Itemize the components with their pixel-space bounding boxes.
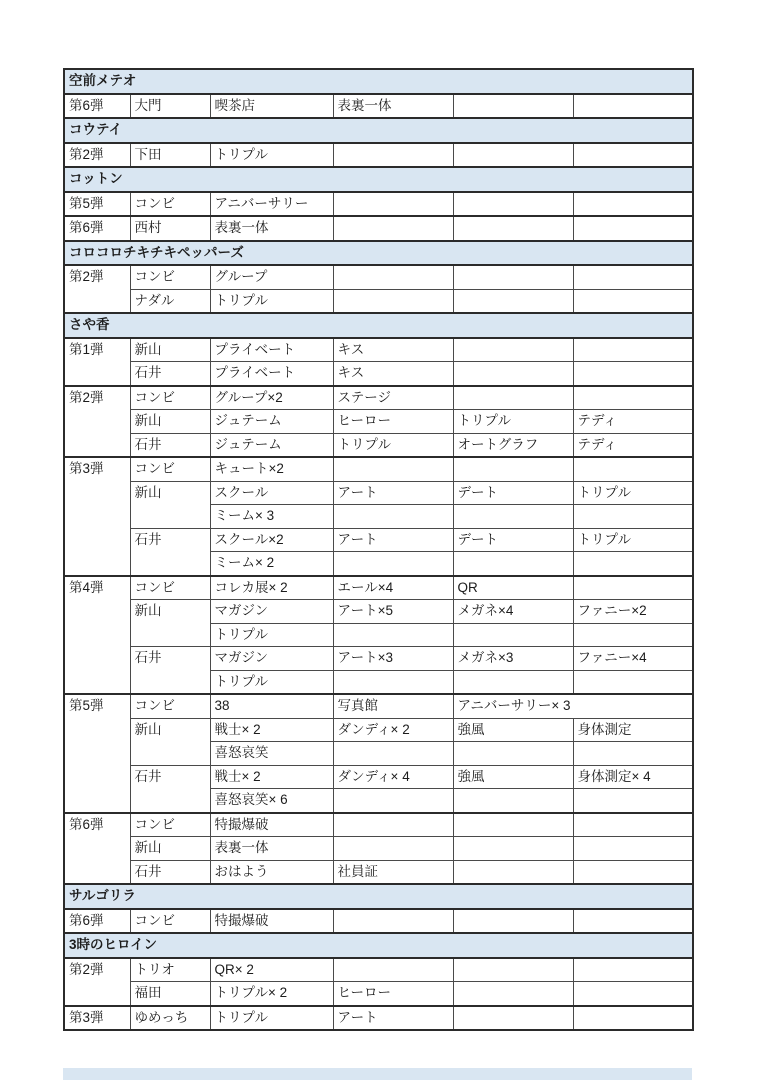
table-row — [64, 765, 693, 789]
card-cell: スクール×2 — [210, 528, 333, 552]
card-cell: 喜怒哀笑× 6 — [210, 789, 333, 813]
empty-cell — [333, 742, 453, 766]
empty-cell — [333, 457, 453, 481]
section-header-cell: コットン — [64, 167, 693, 192]
empty-cell — [453, 143, 573, 168]
card-cell: QR× 2 — [210, 958, 333, 982]
table-row — [64, 481, 693, 505]
next-page-section-header-partial — [63, 1068, 692, 1080]
card-cell: アニバーサリー — [210, 192, 333, 217]
empty-cell — [333, 552, 453, 576]
table-row — [64, 289, 693, 313]
card-cell: ダンディ× 2 — [333, 718, 453, 742]
empty-cell — [333, 505, 453, 529]
performer-cell: 新山 — [130, 837, 210, 861]
empty-cell — [453, 623, 573, 647]
empty-cell — [453, 289, 573, 313]
empty-cell — [453, 909, 573, 934]
card-cell: 身体測定 — [573, 718, 693, 742]
edition-cell: 第6弾 — [64, 813, 130, 885]
card-cell: トリプル — [210, 143, 333, 168]
empty-cell — [573, 143, 693, 168]
empty-cell — [453, 1006, 573, 1031]
performer-cell: コンビ — [130, 576, 210, 600]
card-cell: マガジン — [210, 600, 333, 624]
table-row — [64, 647, 693, 671]
table-row — [64, 837, 693, 861]
empty-cell — [573, 362, 693, 386]
empty-cell — [573, 552, 693, 576]
empty-cell — [333, 837, 453, 861]
card-cell: トリプル — [210, 623, 333, 647]
card-cell: 強風 — [453, 765, 573, 789]
performer-cell: コンビ — [130, 813, 210, 837]
card-collection-table — [63, 68, 694, 1031]
performer-cell: 福田 — [130, 982, 210, 1006]
edition-cell: 第3弾 — [64, 457, 130, 576]
table-row — [64, 338, 693, 362]
card-cell: ヒーロー — [333, 410, 453, 434]
performer-cell: 新山 — [130, 600, 210, 647]
performer-cell: 新山 — [130, 718, 210, 765]
performer-cell: コンビ — [130, 694, 210, 718]
performer-cell: 石井 — [130, 860, 210, 884]
card-cell: トリプル — [453, 410, 573, 434]
empty-cell — [453, 742, 573, 766]
performer-cell: 新山 — [130, 410, 210, 434]
section-header-cell: コロコロチキチキペッパーズ — [64, 241, 693, 266]
card-cell: トリプル — [333, 433, 453, 457]
edition-cell: 第3弾 — [64, 1006, 130, 1031]
empty-cell — [573, 386, 693, 410]
card-cell: エール×4 — [333, 576, 453, 600]
card-cell: グループ×2 — [210, 386, 333, 410]
table-row — [64, 410, 693, 434]
edition-cell: 第6弾 — [64, 216, 130, 241]
performer-cell: 下田 — [130, 143, 210, 168]
performer-cell: トリオ — [130, 958, 210, 982]
card-cell: ヒーロー — [333, 982, 453, 1006]
edition-cell: 第5弾 — [64, 192, 130, 217]
card-cell: コレカ展× 2 — [210, 576, 333, 600]
empty-cell — [573, 576, 693, 600]
table-row — [64, 265, 693, 289]
empty-cell — [333, 670, 453, 694]
card-cell: ジュテーム — [210, 410, 333, 434]
card-cell: プライベート — [210, 338, 333, 362]
section-header-cell: サルゴリラ — [64, 884, 693, 909]
edition-cell: 第6弾 — [64, 909, 130, 934]
table-row — [64, 386, 693, 410]
empty-cell — [573, 1006, 693, 1031]
card-cell: アート×5 — [333, 600, 453, 624]
empty-cell — [573, 94, 693, 119]
card-cell: ダンディ× 4 — [333, 765, 453, 789]
empty-cell — [573, 742, 693, 766]
card-cell: トリプル — [573, 528, 693, 552]
card-cell: QR — [453, 576, 573, 600]
table-row — [64, 528, 693, 552]
empty-cell — [573, 982, 693, 1006]
empty-cell — [573, 909, 693, 934]
empty-cell — [333, 623, 453, 647]
empty-cell — [453, 362, 573, 386]
section-header-row — [64, 118, 693, 143]
card-cell: 社員証 — [333, 860, 453, 884]
table-row — [64, 860, 693, 884]
empty-cell — [573, 813, 693, 837]
empty-cell — [453, 552, 573, 576]
empty-cell — [453, 958, 573, 982]
table-row — [64, 576, 693, 600]
empty-cell — [333, 216, 453, 241]
performer-cell: コンビ — [130, 386, 210, 410]
card-cell: トリプル — [210, 289, 333, 313]
performer-cell: 新山 — [130, 338, 210, 362]
section-header-cell: 3時のヒロイン — [64, 933, 693, 958]
empty-cell — [573, 457, 693, 481]
performer-cell: 石井 — [130, 433, 210, 457]
card-cell: 身体測定× 4 — [573, 765, 693, 789]
card-cell: 特撮爆破 — [210, 909, 333, 934]
performer-cell: 石井 — [130, 765, 210, 813]
table-row — [64, 813, 693, 837]
table-row — [64, 457, 693, 481]
card-cell: 戦士× 2 — [210, 718, 333, 742]
empty-cell — [453, 837, 573, 861]
card-cell: マガジン — [210, 647, 333, 671]
performer-cell: 石井 — [130, 647, 210, 695]
empty-cell — [573, 289, 693, 313]
empty-cell — [453, 813, 573, 837]
performer-cell: 石井 — [130, 528, 210, 576]
card-cell: アート — [333, 481, 453, 505]
card-cell: アート×3 — [333, 647, 453, 671]
card-cell: 写真館 — [333, 694, 453, 718]
card-cell: ファニー×4 — [573, 647, 693, 671]
empty-cell — [333, 265, 453, 289]
empty-cell — [573, 789, 693, 813]
table-row — [64, 143, 693, 168]
empty-cell — [333, 958, 453, 982]
card-cell: キス — [333, 338, 453, 362]
card-cell: 38 — [210, 694, 333, 718]
empty-cell — [573, 623, 693, 647]
empty-cell — [573, 670, 693, 694]
card-cell: デート — [453, 528, 573, 552]
edition-cell: 第4弾 — [64, 576, 130, 695]
card-cell: ファニー×2 — [573, 600, 693, 624]
performer-cell: コンビ — [130, 909, 210, 934]
table-row — [64, 958, 693, 982]
performer-cell: 新山 — [130, 481, 210, 528]
section-header-cell: コウテイ — [64, 118, 693, 143]
edition-cell: 第1弾 — [64, 338, 130, 386]
card-cell: グループ — [210, 265, 333, 289]
section-header-row — [64, 241, 693, 266]
card-cell: メガネ×4 — [453, 600, 573, 624]
table-row — [64, 216, 693, 241]
empty-cell — [333, 789, 453, 813]
section-header-cell: さや香 — [64, 313, 693, 338]
card-cell: ステージ — [333, 386, 453, 410]
card-cell: プライベート — [210, 362, 333, 386]
empty-cell — [453, 860, 573, 884]
section-header-cell: 空前メテオ — [64, 69, 693, 94]
card-cell: トリプル — [210, 1006, 333, 1031]
empty-cell — [333, 192, 453, 217]
card-cell: トリプル — [573, 481, 693, 505]
empty-cell — [333, 909, 453, 934]
table-row — [64, 982, 693, 1006]
card-cell: デート — [453, 481, 573, 505]
performer-cell: 石井 — [130, 362, 210, 386]
card-cell: 表裏一体 — [210, 837, 333, 861]
card-cell: アニバーサリー× 3 — [453, 694, 693, 718]
empty-cell — [333, 813, 453, 837]
card-cell: トリプル — [210, 670, 333, 694]
section-header-row — [64, 69, 693, 94]
section-header-row — [64, 884, 693, 909]
empty-cell — [453, 457, 573, 481]
section-header-row — [64, 313, 693, 338]
card-cell: アート — [333, 528, 453, 552]
card-cell: おはよう — [210, 860, 333, 884]
card-cell: スクール — [210, 481, 333, 505]
empty-cell — [453, 265, 573, 289]
table-row — [64, 362, 693, 386]
edition-cell: 第2弾 — [64, 386, 130, 458]
performer-cell: 西村 — [130, 216, 210, 241]
empty-cell — [453, 192, 573, 217]
card-cell: 戦士× 2 — [210, 765, 333, 789]
card-cell: ミーム× 2 — [210, 552, 333, 576]
empty-cell — [453, 789, 573, 813]
card-cell: メガネ×3 — [453, 647, 573, 671]
card-cell: トリプル× 2 — [210, 982, 333, 1006]
table-row — [64, 718, 693, 742]
card-cell: ミーム× 3 — [210, 505, 333, 529]
empty-cell — [453, 94, 573, 119]
performer-cell: コンビ — [130, 457, 210, 481]
empty-cell — [573, 958, 693, 982]
table-row — [64, 433, 693, 457]
table-row — [64, 192, 693, 217]
card-cell: ジュテーム — [210, 433, 333, 457]
edition-cell: 第5弾 — [64, 694, 130, 813]
table-row — [64, 600, 693, 624]
card-cell: アート — [333, 1006, 453, 1031]
empty-cell — [453, 338, 573, 362]
performer-cell: 大門 — [130, 94, 210, 119]
empty-cell — [573, 192, 693, 217]
empty-cell — [453, 670, 573, 694]
empty-cell — [453, 982, 573, 1006]
card-cell: 表裏一体 — [333, 94, 453, 119]
empty-cell — [453, 216, 573, 241]
empty-cell — [573, 338, 693, 362]
empty-cell — [573, 505, 693, 529]
performer-cell: ナダル — [130, 289, 210, 313]
card-cell: キュート×2 — [210, 457, 333, 481]
card-cell: 表裏一体 — [210, 216, 333, 241]
empty-cell — [453, 505, 573, 529]
card-cell: テディ — [573, 433, 693, 457]
table-row — [64, 909, 693, 934]
card-cell: オートグラフ — [453, 433, 573, 457]
edition-cell: 第2弾 — [64, 265, 130, 313]
empty-cell — [453, 386, 573, 410]
empty-cell — [573, 265, 693, 289]
performer-cell: コンビ — [130, 192, 210, 217]
card-cell: テディ — [573, 410, 693, 434]
empty-cell — [573, 837, 693, 861]
empty-cell — [333, 289, 453, 313]
table-row — [64, 94, 693, 119]
empty-cell — [573, 860, 693, 884]
edition-cell: 第2弾 — [64, 958, 130, 1006]
card-cell: キス — [333, 362, 453, 386]
section-header-row — [64, 933, 693, 958]
performer-cell: ゆめっち — [130, 1006, 210, 1031]
card-cell: 喜怒哀笑 — [210, 742, 333, 766]
empty-cell — [573, 216, 693, 241]
edition-cell: 第2弾 — [64, 143, 130, 168]
edition-cell: 第6弾 — [64, 94, 130, 119]
section-header-row — [64, 167, 693, 192]
table-row — [64, 1006, 693, 1031]
table-row — [64, 694, 693, 718]
performer-cell: コンビ — [130, 265, 210, 289]
empty-cell — [333, 143, 453, 168]
card-cell: 強風 — [453, 718, 573, 742]
card-cell: 喫茶店 — [210, 94, 333, 119]
card-cell: 特撮爆破 — [210, 813, 333, 837]
